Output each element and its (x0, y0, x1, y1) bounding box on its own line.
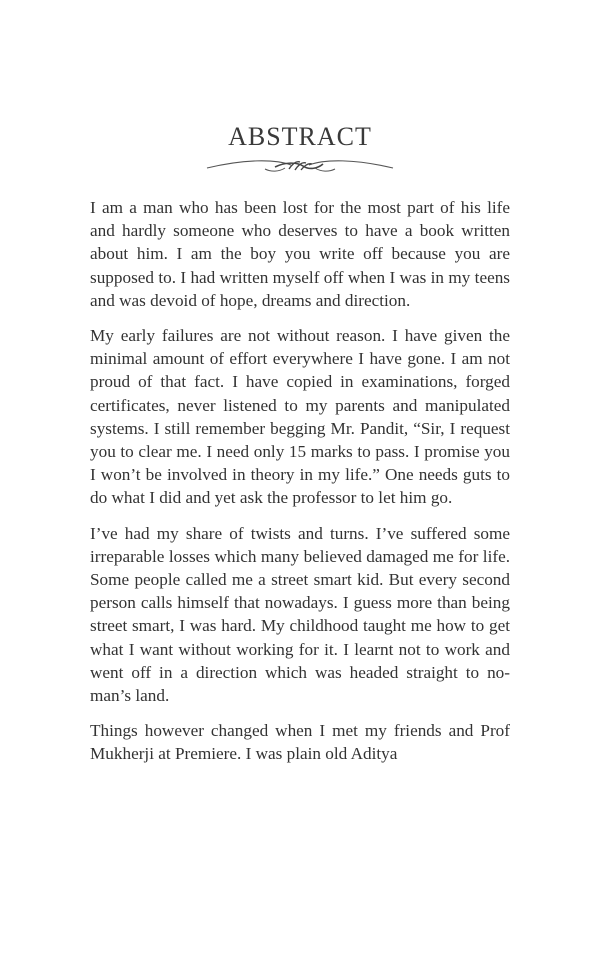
paragraph-4: Things however changed when I met my friends and Prof Mukherji at Premiere. I was plain old Aditya (90, 721, 510, 764)
paragraph-2: My early failures are not without reason. I have given the minimal amount of effort everywhere I have gone. I am not proud of that fact. I have copied in examinations, forged certificates, never listened to my parents and manipulated systems. I still remember begging Mr. Pandit, “Sir, I request you to clear me. I need only 15 marks to pass. I promise you I won’t be involved in theory in my life.” One needs guts to do what I did and yet ask the professor to let him go. (90, 326, 510, 508)
page-title: ABSTRACT (228, 122, 372, 151)
flourish-divider-icon (205, 154, 395, 176)
paragraph-1: I am a man who has been lost for the most part of his life and hardly someone who deserves to have a book written about him. I am the boy you write off because you are supposed to. I had written myself off when I was in my teens and was devoid of hope, dreams and direction. (90, 198, 510, 310)
paragraph-3: I’ve had my share of twists and turns. I’ve suffered some irreparable losses which many believed damaged me for life. Some people called me a street smart kid. But every second person calls himself that nowadays. I guess more than being street smart, I was hard. My childhood taught me how to get what I want without working for it. I learnt not to work and went off in a direction which was headed straight to no-man’s land. (90, 523, 510, 706)
abstract-body (90, 196, 510, 778)
